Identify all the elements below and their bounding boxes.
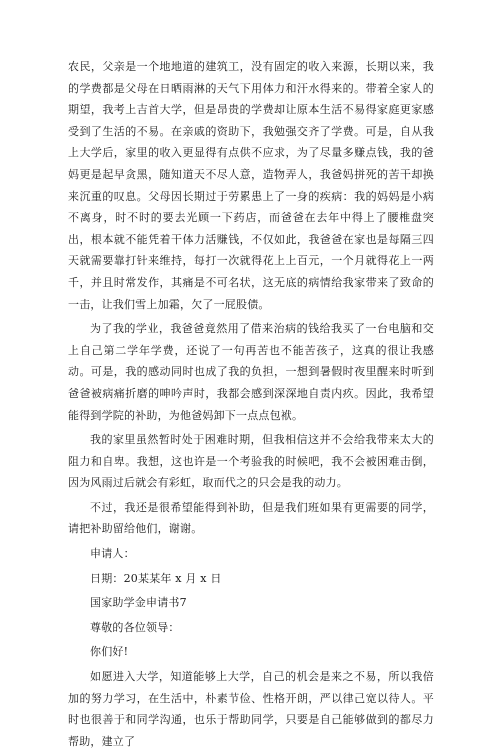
document-body (68, 56, 434, 755)
paragraph-final: 如愿进入大学，知道能够上大学，自己的机会是来之不易，所以我倍加的努力学习，在生活中，朴素节俭、性格开朗，严以律己宽以待人。平时也很善于和同学沟通，也乐于帮助同学，只要是自己能够做到的都尽力帮助，建立了 (68, 670, 434, 748)
date-line: 日期：20某某年 x 月 x 日 (90, 571, 222, 585)
salutation: 尊敬的各位领导： (90, 620, 180, 634)
paragraph-request: 不过，我还是很希望能得到补助，但是我们班如果有更需要的同学，请把补助留给他们，谢谢。 (68, 500, 434, 536)
paragraph-father-support: 为了我的学业，我爸爸竟然用了借来治病的钱给我买了一台电脑和交上自己第二学年学费，还说了一句再苦也不能苦孩子，这真的很让我感动。可是，我的感动同时也成了我的负担，一想到暑假时夜里醒来时听到爸爸被病痛折磨的呻吟声时，我都会感到深深地自责内疚。因此，我希望能得到学院的补助，为他爸妈卸下一点点包袱。 (68, 322, 434, 422)
applicant-label: 申请人： (90, 547, 135, 561)
paragraph-confidence: 我的家里虽然暂时处于困难时期，但我相信这并不会给我带来太大的阻力和自卑。我想，这也许是一个考验我的时候吧，我不会被困难击倒，因为风雨过后就会有彩虹，取而代之的只会是我的动力。 (68, 433, 434, 490)
greeting: 你们好! (90, 645, 129, 659)
paragraph-family-background: 农民，父亲是一个地地道的建筑工，没有固定的收入来源，长期以来，我的学费都是父母在日晒雨淋的天气下用体力和汗水得来的。带着全家人的期望，我考上吉首大学，但是昂贵的学费却让原本生活不易得家庭更家感受到了生活的不易。在亲戚的资助下，我勉强交齐了学费。可是，自从我上大学后，家里的收入更显得有点供不应求，为了尽量多赚点钱，我的爸妈更是起早贪黑，随知道天不尽人意，造物弄人，我爸妈拼死的苦干却换来沉重的叹息。父母因长期过于劳累患上了一身的疾病：我的妈妈是小病不离身，时不时的要去光顾一下药店，而爸爸在去年中得上了腰椎盘突出，根本就不能凭着干体力活赚钱，不仅如此，我爸爸在家也是每隔三四天就需要靠打针来维持，每打一次就得花上上百元，一个月就得花上一两千，并且时常发作，其痛是不可名状，这无底的病情给我家带来了致命的一击，让我们雪上加霜，欠了一屁股债。 (68, 60, 434, 311)
next-letter-title: 国家助学金申请书7 (90, 596, 187, 610)
